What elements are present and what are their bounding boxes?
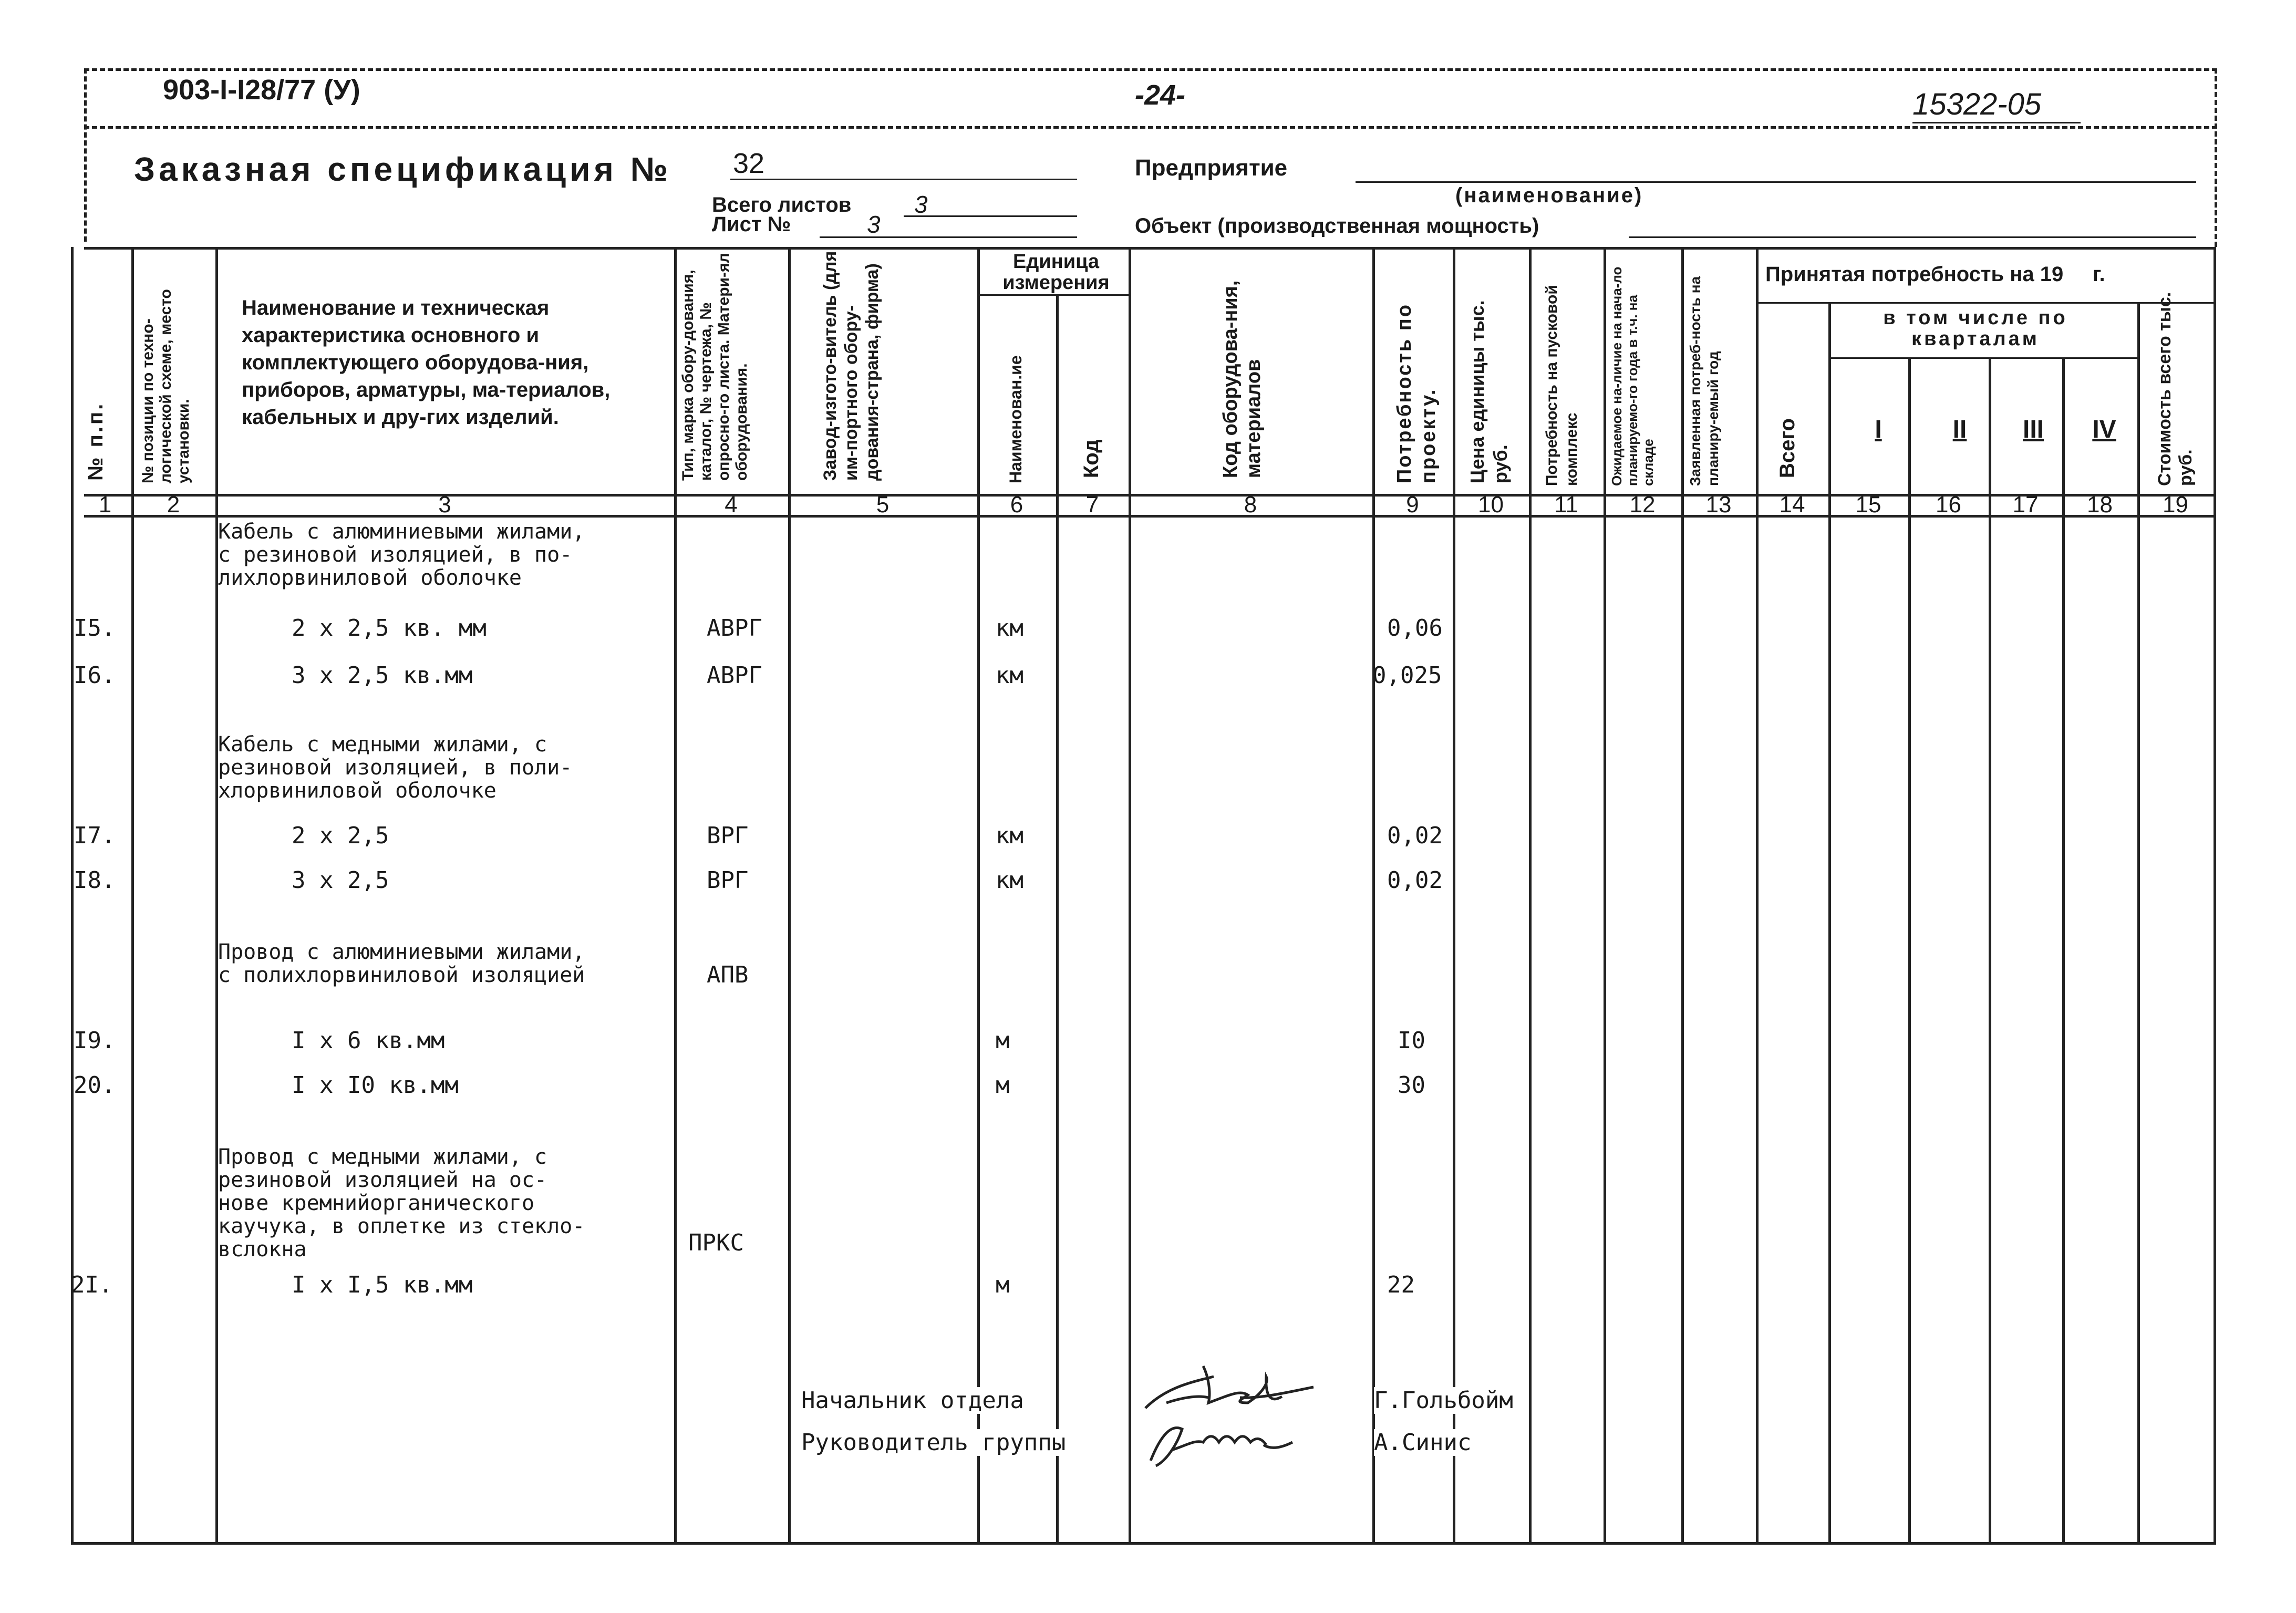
colnum-14: 14 <box>1779 492 1805 518</box>
row-unit-21: м <box>996 1271 1010 1298</box>
col-line-18 <box>2137 302 2140 1542</box>
head-of-dept-label: Начальник отдела <box>801 1387 1024 1414</box>
row-desc-21: I x I,5 кв.мм <box>292 1271 473 1298</box>
row-qty-17: 0,02 <box>1387 822 1443 849</box>
group-leader-name: А.Синис <box>1374 1429 1472 1456</box>
row-desc-20: I x I0 кв.мм <box>292 1072 459 1099</box>
colnum-4: 4 <box>725 492 738 518</box>
col-line-8 <box>1372 247 1375 1542</box>
col17-header: III <box>2022 416 2044 443</box>
col-line-2 <box>215 247 218 1542</box>
col-line-10 <box>1529 247 1532 1542</box>
doc-code: 903-I-I28/77 (У) <box>163 74 360 106</box>
colnum-18: 18 <box>2087 492 2113 518</box>
colnum-13: 13 <box>1705 492 1732 518</box>
col-line-3 <box>674 247 677 1542</box>
row-type-group-3: АПВ <box>707 961 749 988</box>
sheet-code-underline <box>1912 122 2081 123</box>
row-unit-19: м <box>996 1027 1010 1054</box>
total-sheets-label: Всего листов <box>712 193 852 216</box>
colnum-10: 10 <box>1478 492 1504 518</box>
col6-header: Наименован.ие <box>1006 355 1025 483</box>
col7-header: Код <box>1080 439 1103 478</box>
col-line-6 <box>1056 294 1059 1542</box>
row-desc-19: I x 6 кв.мм <box>292 1027 445 1054</box>
row-unit-18: км <box>996 867 1023 894</box>
row-type-16: АВРГ <box>707 662 762 689</box>
col13-header: Заявленная потреб-ность на планиру-емый год <box>1687 276 1721 486</box>
col14-header: Всего <box>1776 418 1799 478</box>
col1-header: № п.п. <box>84 401 107 481</box>
row-desc-group-2: Кабель с медными жилами, с резиновой изоляцией, в поли- хлорвиниловой оболочке <box>218 732 573 803</box>
frame-top <box>84 68 2217 71</box>
col-line-7 <box>1129 247 1131 1542</box>
colnum-1: 1 <box>98 492 112 518</box>
unit-group-line <box>977 294 1130 296</box>
row-unit-20: м <box>996 1072 1010 1099</box>
row-qty-15: 0,06 <box>1387 615 1443 642</box>
signature-head <box>1135 1345 1335 1482</box>
row-desc-group-4: Провод с медными жилами, с резиновой изоляцией на ос- нове кремнийорганического каучука, в оплетке из стекло- вслокна <box>218 1145 585 1262</box>
col8-header: Код оборудова-ния, материалов <box>1219 280 1265 478</box>
colnum-19: 19 <box>2163 492 2188 518</box>
spec-number-underline <box>730 179 1077 180</box>
colnum-17: 17 <box>2012 492 2039 518</box>
header-divider <box>84 126 2217 129</box>
col11-header: Потребность на пусковой комплекс <box>1543 285 1580 486</box>
col15-header: I <box>1875 416 1882 443</box>
sheet-underline <box>820 236 1077 238</box>
row-num-20: 20. <box>74 1072 116 1099</box>
row-desc-17: 2 x 2,5 <box>292 822 389 849</box>
row-num-17: I7. <box>74 822 116 849</box>
row-qty-16: 0,025 <box>1372 662 1442 689</box>
col-line-1 <box>131 247 134 1542</box>
group-leader-label: Руководитель группы <box>801 1429 1066 1456</box>
row-type-18: ВРГ <box>707 867 749 894</box>
quarters-header: в том числе по кварталам <box>1883 307 2068 350</box>
row-unit-15: км <box>996 615 1023 642</box>
object-label: Объект (производственная мощность) <box>1135 214 1539 237</box>
row-num-19: I9. <box>74 1027 116 1054</box>
col-line-16 <box>1989 357 1991 1542</box>
col5-header: Завод-изгото-витель (для им-портного обору-дования-страна, фирма) <box>820 251 882 481</box>
colnum-9: 9 <box>1406 492 1419 518</box>
col19-header: Стоимость всего тыс. руб. <box>2155 292 2196 486</box>
col-line-15 <box>1908 357 1911 1542</box>
colnum-8: 8 <box>1244 492 1257 518</box>
unit-group-header: Единица измерения <box>1002 251 1110 294</box>
row-num-15: I5. <box>74 615 116 642</box>
col12-header: Ожидаемое на-личие на нача-ло планируемо-го года в т.ч. на складе <box>1609 266 1656 486</box>
col-line-14 <box>1828 302 1831 1542</box>
quarters-line <box>1828 357 2138 359</box>
row-desc-group-3: Провод с алюминиевыми жилами, с полихлорвиниловой изоляцией <box>218 940 585 987</box>
total-sheets-underline <box>904 215 1077 217</box>
spec-number: 32 <box>733 148 765 179</box>
row-unit-17: км <box>996 822 1023 849</box>
row-qty-19: I0 <box>1398 1027 1425 1054</box>
row-num-16: I6. <box>74 662 116 689</box>
row-desc-15: 2 x 2,5 кв. мм <box>292 615 487 642</box>
table-left <box>71 247 74 1545</box>
colnum-11: 11 <box>1554 492 1578 518</box>
row-num-18: I8. <box>74 867 116 894</box>
accepted-line <box>1756 302 2214 304</box>
table-right <box>2214 247 2216 1545</box>
row-type-15: АВРГ <box>707 615 762 642</box>
sheet-code: 15322-05 <box>1912 87 2042 121</box>
row-qty-21: 22 <box>1387 1271 1415 1298</box>
colnum-7: 7 <box>1085 492 1099 518</box>
col-line-11 <box>1604 247 1606 1542</box>
name-label: (наименование) <box>1455 184 1643 207</box>
table-bottom <box>71 1542 2216 1545</box>
row-num-21: 2I. <box>71 1271 113 1298</box>
colnum-15: 15 <box>1855 492 1881 518</box>
col16-header: II <box>1952 416 1967 443</box>
page-number: -24- <box>1135 79 1186 111</box>
col-line-9 <box>1453 247 1455 1542</box>
col9-header: Потребность по проекту. <box>1393 303 1440 483</box>
row-type-group-4: ПРКС <box>688 1229 744 1256</box>
enterprise-label: Предприятие <box>1135 155 1288 181</box>
col-line-17 <box>2062 357 2065 1542</box>
row-unit-16: км <box>996 662 1023 689</box>
col4-header: Тип, марка обору-дования, каталог, № чертежа, № опросно-го листа. Матери-ял оборудования. <box>679 253 750 481</box>
spec-title: Заказная спецификация № <box>134 150 671 188</box>
row-qty-18: 0,02 <box>1387 867 1443 894</box>
col-line-13 <box>1756 247 1759 1542</box>
head-of-dept-name: Г.Гольбойм <box>1374 1387 1513 1414</box>
colnum-5: 5 <box>876 492 890 518</box>
col-line-12 <box>1681 247 1684 1542</box>
col-line-4 <box>788 247 791 1542</box>
row-qty-20: 30 <box>1398 1072 1425 1099</box>
colnum-16: 16 <box>1936 492 1961 518</box>
frame-left-top <box>84 68 87 242</box>
colnum-3: 3 <box>438 492 451 518</box>
row-desc-18: 3 x 2,5 <box>292 867 389 894</box>
row-desc-group-1: Кабель с алюминиевыми жилами, с резиновой изоляцией, в по- лихлорвиниловой оболочке <box>218 520 585 590</box>
enterprise-underline <box>1356 181 2196 183</box>
col2-header: № позиции по техно-логической схеме, место установки. <box>139 289 192 483</box>
colnum-6: 6 <box>1010 492 1023 518</box>
colnum-2: 2 <box>167 492 180 518</box>
colnum-12: 12 <box>1629 492 1656 518</box>
object-underline <box>1629 236 2196 238</box>
col-line-5 <box>977 247 980 1542</box>
col10-header: Цена единицы тыс. руб. <box>1466 300 1511 483</box>
table-top <box>84 247 2216 250</box>
row-type-17: ВРГ <box>707 822 749 849</box>
sheet-value: 3 <box>867 211 881 238</box>
row-desc-16: 3 x 2,5 кв.мм <box>292 662 473 689</box>
accepted-header: Принятая потребность на 19 г. <box>1765 263 2105 286</box>
frame-right-top <box>2215 68 2217 247</box>
total-sheets-value: 3 <box>914 191 928 218</box>
col18-header: IV <box>2092 416 2116 443</box>
col3-header: Наименование и техническая характеристика основного и комплектующего оборудова-ния, приборов, арматуры, ма-териалов, кабельных и дру-гих изделий. <box>242 296 611 429</box>
sheet-label: Лист № <box>712 213 791 236</box>
